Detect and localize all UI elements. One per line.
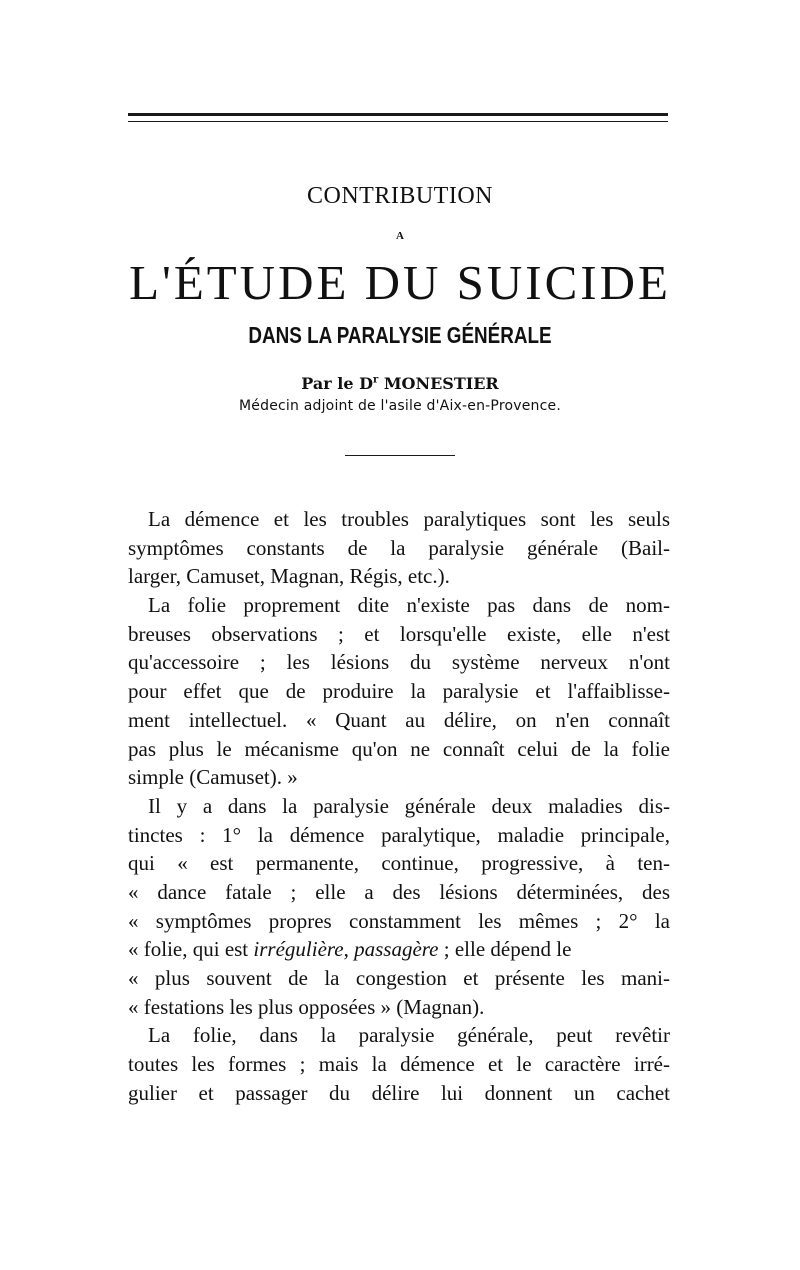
author-title-sup: r bbox=[372, 374, 379, 386]
text-line: « festations les plus opposées » (Magnan). bbox=[128, 994, 485, 1019]
text-line: gulier et passager du délire lui donnent un cachet bbox=[128, 1080, 670, 1105]
text-line: toutes les formes ; mais la démence et le caractère irré- bbox=[128, 1052, 670, 1077]
title-preposition: A bbox=[396, 230, 404, 242]
italic-word: irrégulière bbox=[253, 937, 344, 962]
text-line-mixed bbox=[128, 935, 670, 964]
author-prefix: Par le D bbox=[301, 374, 373, 393]
body-text bbox=[128, 505, 670, 1107]
text-line: La folie proprement dite n'existe pas dans de nom- bbox=[148, 593, 670, 618]
text-segment: « folie, qui est bbox=[128, 937, 254, 962]
top-double-rule-thin bbox=[128, 121, 668, 122]
text-line: Il y a dans la paralysie générale deux maladies dis- bbox=[148, 793, 670, 818]
text-segment: , bbox=[343, 937, 355, 962]
text-line: breuses observations ; et lorsqu'elle existe, elle n'est bbox=[128, 621, 670, 646]
author-affiliation: Médecin adjoint de l'asile d'Aix-en-Provence. bbox=[239, 398, 561, 414]
text-line: larger, Camuset, Magnan, Régis, etc.). bbox=[128, 564, 450, 589]
text-line: symptômes constants de la paralysie générale (Bail- bbox=[128, 535, 670, 560]
text-segment: ; elle dépend le bbox=[438, 937, 572, 962]
text-line: simple (Camuset). » bbox=[128, 765, 298, 790]
text-line: La folie, dans la paralysie générale, peut revêtir bbox=[148, 1023, 670, 1048]
top-double-rule-thick bbox=[128, 113, 668, 116]
text-line: « plus souvent de la congestion et présente les mani- bbox=[128, 966, 670, 990]
author-name: MONESTIER bbox=[383, 374, 499, 393]
text-line: « dance fatale ; elle a des lésions déterminées, des bbox=[128, 879, 670, 904]
text-line: pour effet que de produire la paralysie et l'affaiblisse- bbox=[128, 679, 670, 704]
author-line bbox=[0, 374, 800, 393]
subtitle: DANS LA PARALYSIE GÉNÉRALE bbox=[248, 322, 552, 348]
page-title: L'ÉTUDE DU SUICIDE bbox=[129, 255, 671, 310]
text-line: La démence et les troubles paralytiques sont les seuls bbox=[148, 507, 670, 531]
text-line: pas plus le mécanisme qu'on ne connaît celui de la folie bbox=[128, 736, 670, 761]
section-divider bbox=[345, 455, 455, 456]
text-line: ment intellectuel. « Quant au délire, on n'en connaît bbox=[128, 707, 670, 732]
text-line: tinctes : 1° la démence paralytique, maladie principale, bbox=[128, 822, 670, 847]
text-line: qui « est permanente, continue, progressive, à ten- bbox=[128, 851, 670, 876]
italic-word: passagère bbox=[354, 937, 439, 962]
text-line: « symptômes propres constamment les mêmes ; 2° la bbox=[128, 908, 670, 933]
text-line: qu'accessoire ; les lésions du système nerveux n'ont bbox=[128, 650, 670, 675]
title-contribution: CONTRIBUTION bbox=[307, 183, 493, 209]
